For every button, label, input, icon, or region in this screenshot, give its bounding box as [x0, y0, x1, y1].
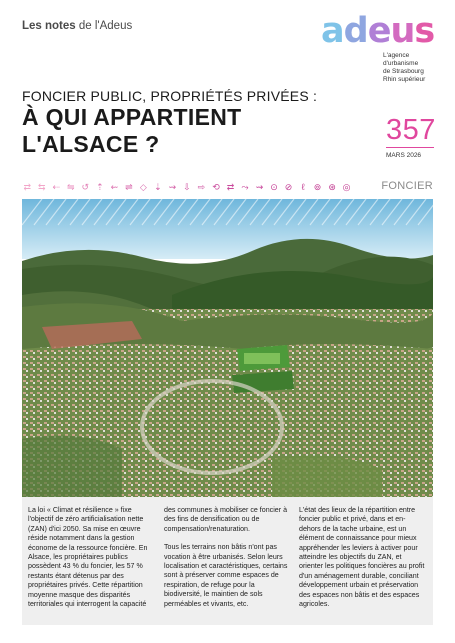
pictogram-icon: ⇠: [52, 182, 61, 192]
pictogram-icon: ⇌: [125, 182, 133, 192]
theme-label: FONCIER: [381, 180, 433, 192]
series-rest: de l'Adeus: [75, 20, 133, 32]
tagline-line: L'agence: [383, 52, 410, 59]
aerial-photo: [22, 199, 433, 497]
adeus-logo[interactable]: [321, 12, 435, 84]
pictogram-icon: ⇜: [110, 182, 119, 192]
pictogram-icon: ◇: [139, 182, 147, 192]
pictogram-icon: ⇩: [183, 182, 191, 192]
pictogram-icon: ⊘: [284, 182, 293, 192]
series-bold: Les notes: [22, 20, 76, 32]
page-title: [22, 104, 241, 158]
issue-rule: [386, 147, 434, 148]
issue-box: [386, 116, 436, 159]
pictogram-icon: ⇆: [38, 182, 46, 192]
pictogram-icon: ⊙: [270, 182, 278, 192]
logo-letter: e: [367, 11, 391, 51]
pictogram-icon: ⤳: [241, 182, 249, 192]
pictogram-icon: ⟲: [212, 182, 220, 192]
pictogram-icon: ⇡: [96, 182, 104, 192]
series-label: [22, 20, 132, 32]
pictogram-icon: ⊚: [313, 182, 322, 192]
pictogram-icon: ℓ: [301, 182, 305, 192]
pictogram-icon: ⇝: [255, 182, 264, 192]
pictogram-icon: ⇄: [23, 182, 32, 192]
pictogram-icon: ⇝: [168, 182, 177, 192]
logo-letter: d: [343, 11, 368, 51]
issue-number: 357: [386, 114, 436, 146]
pictogram-icon: ◎: [342, 182, 351, 192]
issue-date: MARS 2026: [386, 152, 422, 159]
pictogram-band: [22, 182, 352, 194]
title-line: À QUI APPARTIENT: [22, 104, 242, 130]
paragraph: L'état des lieux de la répartition entre foncier public et privé, dans et en-dehors de la tache urbaine, est un élément de connaissance pour mieux appréhender les leviers à activer pour atteindre les objectifs du ZAN, et orienter les politiques foncières au profit d'un aménagement durable, conciliant développement urbain et préservation des espaces non bâtis et des espaces agricoles.: [299, 506, 425, 609]
logo-letter: a: [321, 11, 344, 51]
paragraph: des communes à mobiliser ce foncier à des fins de densification ou de compensation/renaturation.: [164, 506, 288, 533]
pictogram-icon: ⊛: [328, 182, 336, 192]
text-column-3: [299, 506, 427, 618]
landscape-image: [22, 199, 433, 497]
title-line: L'ALSACE ?: [22, 131, 160, 157]
logo-letter: s: [414, 11, 435, 51]
text-column-2: [164, 506, 292, 618]
pictogram-icon: ⇋: [67, 182, 75, 192]
pictogram-icon: ↺: [81, 182, 90, 192]
kicker: FONCIER PUBLIC, PROPRIÉTÉS PRIVÉES :: [22, 88, 318, 104]
paragraph: Tous les terrains non bâtis n'ont pas vocation à être urbanisés. Selon leurs localisation et caractéristiques, certains sont à préserver comme espaces de respiration, de refuge pour la biodiversité, le maintien de sols perméables et vivants, etc.: [164, 543, 288, 608]
logo-letter: u: [390, 11, 415, 51]
paragraph: La loi « Climat et résilience » fixe l'objectif de zéro artificialisation nette (ZAN) d'ici 2050. Sa mise en œuvre réside notamment dans la gestion économe de la ressource foncière. En Alsace, les propriétaires publics possèdent 43 % du foncier, les 57 % restants étant détenus par des propriétaires privés. Cette répartition moyenne masque des disparités territoriales qui interrogent la capacité: [28, 506, 148, 609]
pictogram-icon: ⇣: [154, 182, 162, 192]
tagline-line: de Strasbourg: [383, 68, 424, 75]
logo-word: [321, 12, 435, 50]
text-column-1: [28, 506, 156, 618]
tagline-line: d'urbanisme: [383, 60, 419, 67]
intro-text: [22, 497, 433, 625]
pictogram-icon: ⇨: [197, 182, 206, 192]
logo-tagline: [383, 52, 435, 84]
pictogram-icon: ⇄: [226, 182, 235, 192]
tagline-line: Rhin supérieur: [383, 76, 426, 83]
